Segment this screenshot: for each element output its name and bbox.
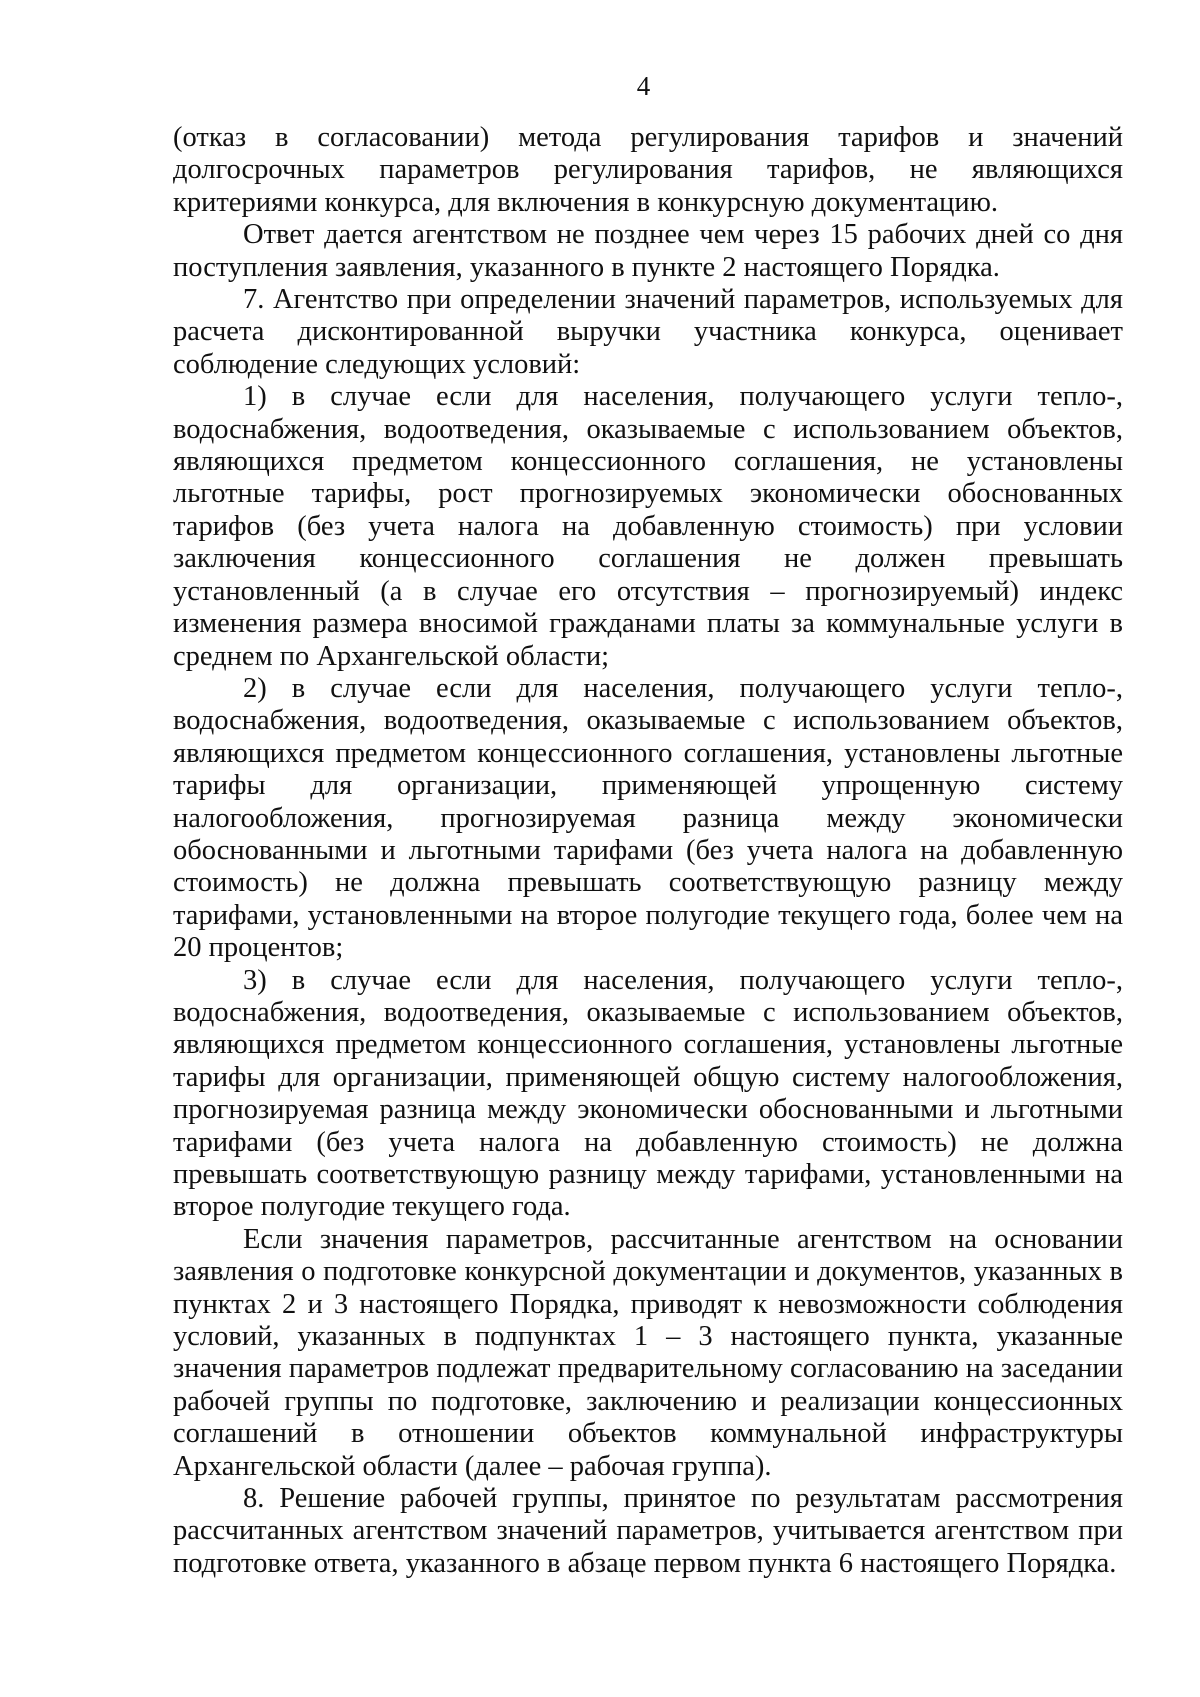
paragraph-response-deadline: Ответ дается агентством не позднее чем через 15 рабочих дней со дня поступления заявления, указанного в пункте 2 настоящего Порядка. [173,219,1123,283]
paragraph-subitem-2: 2) в случае если для населения, получающего услуги тепло-, водоснабжения, водоотведения, оказываемые с использованием объектов, являющихся предметом концессионного соглашения, установлены льготные тарифы для организации, применяющей упрощенную систему налогообложения, прогнозируемая разница между экономически обоснованными и льготными тарифами (без учета налога на добавленную стоимость) не должна превышать соответствующую разницу между тарифами, установленными на второе полугодие текущего года, более чем на 20 процентов; [173,672,1123,964]
paragraph-continuation: (отказ в согласовании) метода регулирования тарифов и значений долгосрочных параметров регулирования тарифов, не являющихся критериями конкурса, для включения в конкурсную документацию. [173,122,1123,218]
paragraph-item-8: 8. Решение рабочей группы, принятое по результатам рассмотрения рассчитанных агентством значений параметров, учитывается агентством при подготовке ответа, указанного в абзаце первом пункта 6 настоящего Порядка. [173,1483,1123,1579]
paragraph-item-7: 7. Агентство при определении значений параметров, используемых для расчета дисконтированной выручки участника конкурса, оценивает соблюдение следующих условий: [173,284,1123,380]
paragraph-subitem-1: 1) в случае если для населения, получающего услуги тепло-, водоснабжения, водоотведения, оказываемые с использованием объектов, являющихся предметом концессионного соглашения, не установлены льготные тарифы, рост прогнозируемых экономически обоснованных тарифов (без учета налога на добавленную стоимость) при условии заключения концессионного соглашения не должен превышать установленный (а в случае его отсутствия – прогнозируемый) индекс изменения размера вносимой гражданами платы за коммунальные услуги в среднем по Архангельской области; [173,381,1123,672]
page-number: 4 [636,71,651,101]
paragraph-working-group: Если значения параметров, рассчитанные агентством на основании заявления о подготовке конкурсной документации и документов, указанных в пунктах 2 и 3 настоящего Порядка, приводят к невозможности соблюдения условий, указанных в подпунктах 1 – 3 настоящего пункта, указанные значения параметров подлежат предварительному согласованию на заседании рабочей группы по подготовке, заключению и реализации концессионных соглашений в отношении объектов коммунальной инфраструктуры Архангельской области (далее – рабочая группа). [173,1223,1123,1482]
paragraph-subitem-3: 3) в случае если для населения, получающего услуги тепло-, водоснабжения, водоотведения, оказываемые с использованием объектов, являющихся предметом концессионного соглашения, установлены льготные тарифы для организации, применяющей общую систему налогообложения, прогнозируемая разница между экономически обоснованными и льготными тарифами (без учета налога на добавленную стоимость) не должна превышать соответствующую разницу между тарифами, установленными на второе полугодие текущего года. [173,964,1123,1223]
document-body [173,122,1123,1580]
